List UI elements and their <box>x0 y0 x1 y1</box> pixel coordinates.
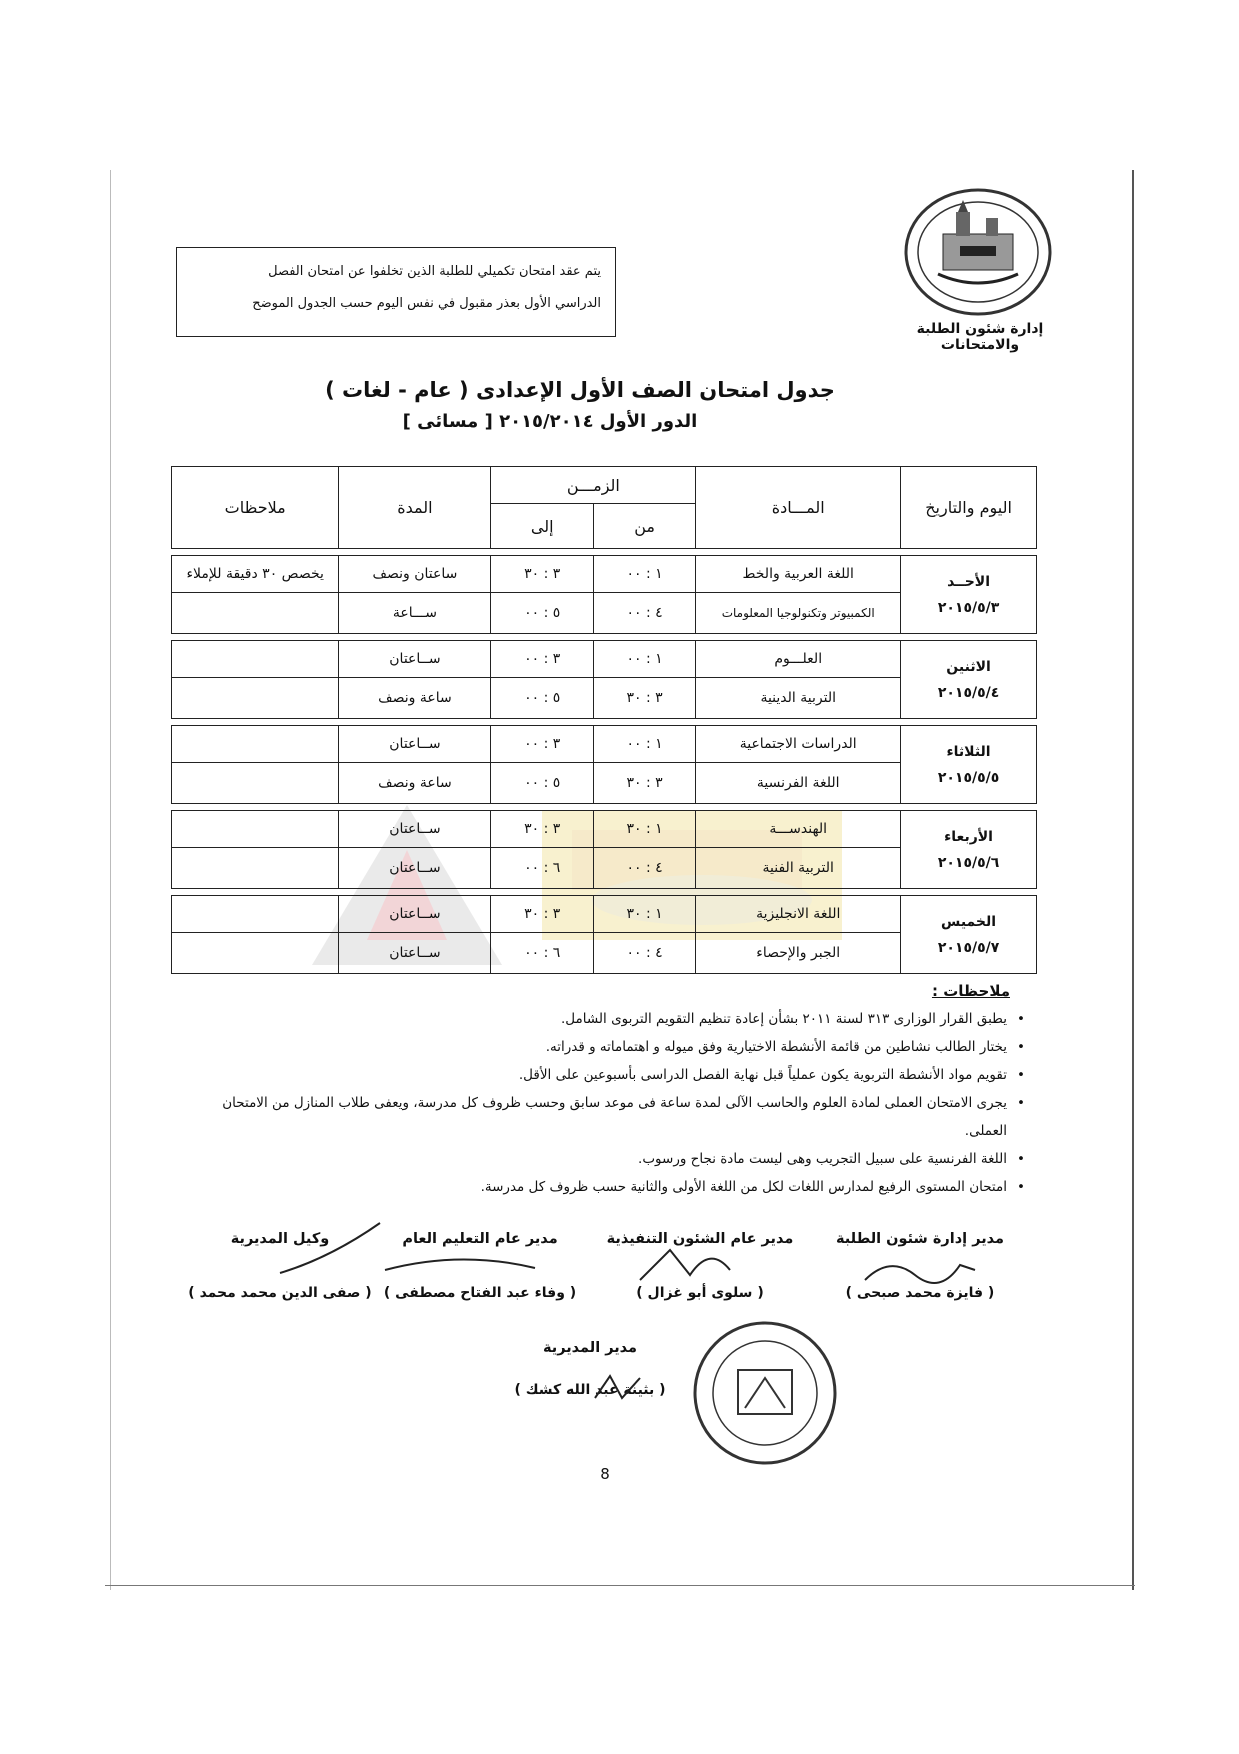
note-item: • يطبق القرار الوزارى ٣١٣ لسنة ٢٠١١ بشأن إعادة تنظيم التقويم التربوى الشامل. <box>180 1005 1025 1033</box>
note-item: • اللغة الفرنسية على سبيل التجريب وهى ليست مادة نجاح ورسوب. <box>180 1145 1025 1173</box>
table-separator <box>172 889 1037 896</box>
subject-cell: الهندســـة <box>696 811 901 848</box>
handwritten-signature <box>380 1250 540 1280</box>
signature-name: ( سلوى أبو غزال ) <box>636 1285 764 1301</box>
to-cell: ٣ : ٣٠ <box>491 811 593 848</box>
header-subject: المـــادة <box>696 467 901 549</box>
subject-cell: التربية الدينية <box>696 678 901 719</box>
to-cell: ٦ : ٠٠ <box>491 848 593 889</box>
table-separator <box>172 804 1037 811</box>
header-from: من <box>593 504 695 549</box>
day-cell <box>901 556 1037 634</box>
table-separator <box>172 549 1037 556</box>
table-separator <box>172 634 1037 641</box>
to-cell: ٦ : ٠٠ <box>491 933 593 974</box>
from-cell: ٤ : ٠٠ <box>593 848 695 889</box>
table-row <box>172 811 1037 848</box>
notes-title: ملاحظات : <box>931 982 1010 1000</box>
day-date: ٢٠١٥/٥/٧ <box>937 939 1000 956</box>
header-duration: المدة <box>339 467 491 549</box>
from-cell: ٤ : ٠٠ <box>593 933 695 974</box>
signature-title: مدير إدارة شئون الطلبة <box>835 1231 1005 1247</box>
to-cell: ٣ : ٣٠ <box>491 896 593 933</box>
note-line-2: الدراسي الأول بعذر مقبول في نفس اليوم حسب الجدول الموضح <box>252 296 601 311</box>
day-date: ٢٠١٥/٥/٦ <box>937 854 1000 871</box>
to-cell: ٥ : ٠٠ <box>491 593 593 634</box>
to-cell: ٥ : ٠٠ <box>491 763 593 804</box>
to-cell: ٣ : ٣٠ <box>491 556 593 593</box>
scan-border-left <box>110 170 111 1590</box>
scan-border-bottom <box>105 1585 1135 1586</box>
note-item: • تقويم مواد الأنشطة التربوية يكون عملياً قبل نهاية الفصل الدراسى بأسبوعين على الأقل. <box>180 1061 1025 1089</box>
duration-cell: ســاعتان <box>339 641 491 678</box>
from-cell: ٣ : ٣٠ <box>593 763 695 804</box>
signature-title: وكيل المديرية <box>230 1231 330 1247</box>
handwritten-signature <box>860 1250 980 1290</box>
subject-cell: التربية الفنية <box>696 848 901 889</box>
note-item: • يجرى الامتحان العملى لمادة العلوم والحاسب الآلى لمدة ساعة فى موعد سابق وحسب ظروف كل مدرسة، ويعفى طلاب المنازل من الامتحان العملى. <box>180 1089 1025 1145</box>
page-number: 8 <box>600 1465 610 1483</box>
remarks-cell <box>172 641 339 678</box>
table-separator <box>172 719 1037 726</box>
table-header-row <box>172 467 1037 504</box>
day-cell <box>901 896 1037 974</box>
table-row <box>172 641 1037 678</box>
day-name: الأحــد <box>947 573 991 590</box>
duration-cell: ســاعتان <box>339 933 491 974</box>
signature-title: مدير عام التعليم العام <box>402 1231 558 1247</box>
schedule-subtitle: الدور الأول ٢٠١٥/٢٠١٤ [ مسائى ] <box>402 411 698 432</box>
day-name: الخميس <box>941 913 997 930</box>
subject-cell: اللغة العربية والخط <box>696 556 901 593</box>
makeup-exam-note <box>176 247 616 337</box>
department-name: إدارة شئون الطلبة والامتحانات <box>916 321 1044 353</box>
header-to: إلى <box>491 504 593 549</box>
remarks-cell: يخصص ٣٠ دقيقة للإملاء <box>172 556 339 593</box>
subject-cell: اللغة الانجليزية <box>696 896 901 933</box>
signature-name: ( وفاء عبد الفتاح مصطفى ) <box>383 1285 577 1301</box>
subject-cell: الكمبيوتر وتكنولوجيا المعلومات <box>696 593 901 634</box>
remarks-cell <box>172 726 339 763</box>
remarks-cell <box>172 848 339 889</box>
handwritten-signature <box>270 1218 390 1278</box>
from-cell: ١ : ٠٠ <box>593 641 695 678</box>
from-cell: ١ : ٣٠ <box>593 896 695 933</box>
from-cell: ١ : ٣٠ <box>593 811 695 848</box>
note-item: • يختار الطالب نشاطين من قائمة الأنشطة الاختيارية وفق ميوله و اهتماماته و قدراته. <box>180 1033 1025 1061</box>
handwritten-signature <box>590 1368 650 1408</box>
header-time: الزمـــن <box>491 467 696 504</box>
duration-cell: ساعة ونصف <box>339 763 491 804</box>
remarks-cell <box>172 593 339 634</box>
directorate-logo <box>898 182 1058 322</box>
day-name: الثلاثاء <box>946 743 991 760</box>
to-cell: ٣ : ٠٠ <box>491 641 593 678</box>
note-line-1: يتم عقد امتحان تكميلي للطلبة الذين تخلفوا عن امتحان الفصل <box>268 264 601 279</box>
day-name: الاثنين <box>946 658 991 675</box>
duration-cell: ساعتان ونصف <box>339 556 491 593</box>
from-cell: ١ : ٠٠ <box>593 556 695 593</box>
scan-border-right <box>1132 170 1134 1590</box>
table-row <box>172 896 1037 933</box>
notes-list <box>180 1005 1025 1201</box>
handwritten-signature <box>630 1240 740 1290</box>
day-cell <box>901 726 1037 804</box>
duration-cell: ســاعتان <box>339 811 491 848</box>
note-item: • امتحان المستوى الرفيع لمدارس اللغات لكل من اللغة الأولى والثانية حسب ظروف كل مدرسة. <box>180 1173 1025 1201</box>
schedule-title: جدول امتحان الصف الأول الإعدادى ( عام - لغات ) <box>325 378 835 402</box>
from-cell: ١ : ٠٠ <box>593 726 695 763</box>
day-date: ٢٠١٥/٥/٥ <box>937 769 1000 786</box>
duration-cell: ســـاعة <box>339 593 491 634</box>
remarks-cell <box>172 763 339 804</box>
day-date: ٢٠١٥/٥/٤ <box>937 684 1000 701</box>
from-cell: ٤ : ٠٠ <box>593 593 695 634</box>
signature-name: ( بثينة عبد الله كشك ) <box>514 1382 666 1398</box>
signature-name: ( صفى الدين محمد محمد ) <box>188 1285 372 1301</box>
from-cell: ٣ : ٣٠ <box>593 678 695 719</box>
day-cell <box>901 811 1037 889</box>
duration-cell: ســاعتان <box>339 848 491 889</box>
subject-cell: العلـــوم <box>696 641 901 678</box>
signature-name: ( فايزة محمد صبحى ) <box>845 1285 995 1301</box>
table-row <box>172 726 1037 763</box>
remarks-cell <box>172 896 339 933</box>
remarks-cell <box>172 678 339 719</box>
day-date: ٢٠١٥/٥/٣ <box>937 599 1000 616</box>
day-name: الأربعاء <box>944 828 993 845</box>
signature-title: مدير المديرية <box>542 1340 638 1356</box>
header-remarks: ملاحظات <box>172 467 339 549</box>
signature-title: مدير عام الشئون التنفيذية <box>606 1231 794 1247</box>
duration-cell: ســاعتان <box>339 896 491 933</box>
remarks-cell <box>172 811 339 848</box>
exam-schedule-table <box>171 466 1037 974</box>
duration-cell: ســاعتان <box>339 726 491 763</box>
official-stamp <box>690 1318 840 1468</box>
subject-cell: الدراسات الاجتماعية <box>696 726 901 763</box>
to-cell: ٣ : ٠٠ <box>491 726 593 763</box>
day-cell <box>901 641 1037 719</box>
duration-cell: ساعة ونصف <box>339 678 491 719</box>
remarks-cell <box>172 933 339 974</box>
to-cell: ٥ : ٠٠ <box>491 678 593 719</box>
header-day-date: اليوم والتاريخ <box>901 467 1037 549</box>
subject-cell: اللغة الفرنسية <box>696 763 901 804</box>
table-row <box>172 556 1037 593</box>
subject-cell: الجبر والإحصاء <box>696 933 901 974</box>
